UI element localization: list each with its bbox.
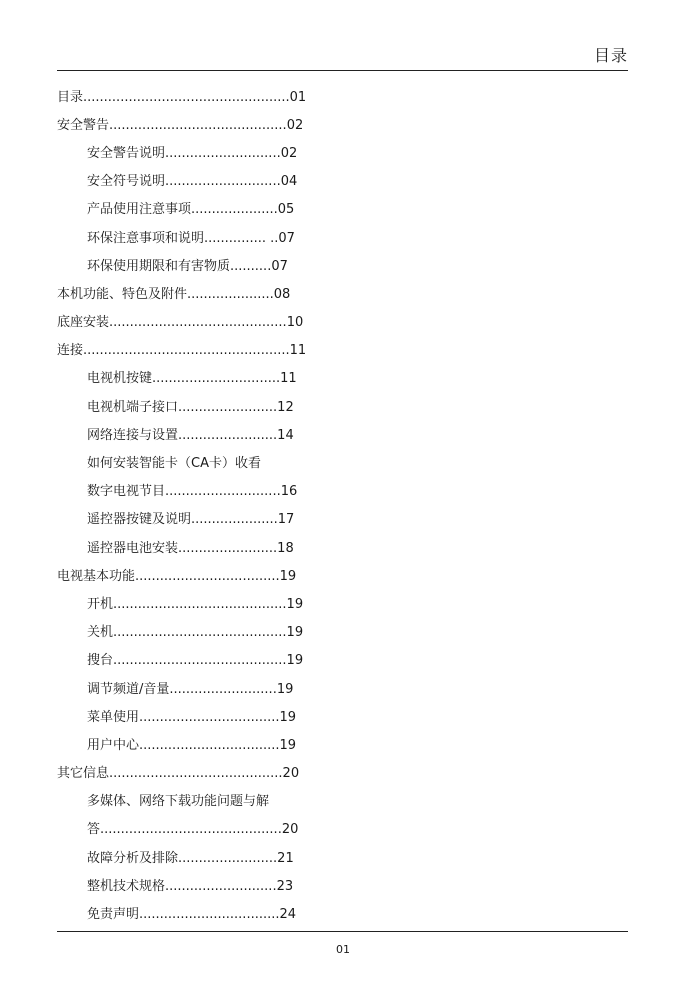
toc-entry-text: 开机..........................................19: [87, 596, 304, 612]
toc-entry-text: 关机..........................................19: [87, 625, 304, 641]
toc-entry[interactable]: [57, 391, 357, 419]
toc-entry-text: 安全警告说明............................02: [87, 145, 298, 161]
toc-entry-text: 其它信息..........................................20: [57, 766, 300, 782]
toc-entry-text: 电视机按键...............................11: [87, 371, 297, 387]
toc-entry-text: 调节频道/音量..........................19: [87, 681, 294, 697]
toc-entry-text: 本机功能、特色及附件.....................08: [57, 286, 291, 302]
toc-entry[interactable]: [57, 109, 357, 137]
toc-entry[interactable]: [57, 758, 357, 786]
toc-entry[interactable]: [57, 729, 357, 757]
toc-entry[interactable]: [57, 898, 357, 926]
toc-entry[interactable]: [57, 250, 357, 278]
toc-entry-text: 遥控器按键及说明.....................17: [87, 512, 295, 528]
toc-entry-text: 搜台..........................................19: [87, 653, 304, 669]
toc-entry-text: 电视基本功能...................................19: [57, 568, 297, 584]
toc-entry[interactable]: [57, 870, 357, 898]
toc-entry-text: 数字电视节目............................16: [87, 484, 298, 500]
toc-entry[interactable]: [57, 645, 357, 673]
toc-entry[interactable]: [57, 222, 357, 250]
toc-entry[interactable]: [57, 701, 357, 729]
toc-entry-text: 故障分析及排除........................21: [87, 850, 294, 866]
toc-entry[interactable]: [57, 842, 357, 870]
toc-entry[interactable]: [57, 137, 357, 165]
toc-entry-text: 菜单使用..................................19: [87, 709, 297, 725]
toc-entry-text: 答............................................20: [87, 822, 299, 838]
toc-entry[interactable]: [57, 81, 357, 109]
toc-entry[interactable]: [57, 307, 357, 335]
toc-entry-text: 底座安装...........................................10: [57, 315, 304, 331]
toc-entry[interactable]: [57, 419, 357, 447]
toc-entry-text: 电视机端子接口........................12: [87, 399, 294, 415]
toc-entry-text: 整机技术规格...........................23: [87, 878, 294, 894]
toc-entry[interactable]: [57, 532, 357, 560]
toc-entry-text: 遥控器电池安装........................18: [87, 540, 294, 556]
toc-entry[interactable]: [57, 673, 357, 701]
toc-entry[interactable]: [57, 588, 357, 616]
toc-entry-text: 安全符号说明............................04: [87, 174, 298, 190]
toc-entry[interactable]: [57, 786, 357, 814]
toc-entry[interactable]: [57, 363, 357, 391]
toc-entry[interactable]: [57, 617, 357, 645]
toc-entry-text: 用户中心..................................19: [87, 737, 297, 753]
page-number: 01: [336, 943, 350, 956]
toc-entry[interactable]: [57, 476, 357, 504]
toc-entry-text: 环保注意事项和说明............... ..07: [87, 230, 295, 246]
toc-entry[interactable]: [57, 814, 357, 842]
toc-entry[interactable]: [57, 194, 357, 222]
toc-entry-text: 环保使用期限和有害物质..........07: [87, 258, 288, 274]
footer-rule: [57, 931, 628, 932]
table-of-contents: [57, 81, 357, 927]
toc-entry-text: 网络连接与设置........................14: [87, 427, 294, 443]
toc-entry[interactable]: [57, 447, 357, 475]
page-header-title: 目录: [593, 46, 628, 65]
toc-entry-text: 安全警告...........................................02: [57, 117, 304, 133]
toc-entry-text: 多媒体、网络下载功能问题与解: [87, 794, 270, 810]
toc-entry[interactable]: [57, 504, 357, 532]
toc-entry-text: 如何安装智能卡（CA卡）收看: [87, 456, 261, 472]
toc-entry[interactable]: [57, 166, 357, 194]
toc-entry[interactable]: [57, 560, 357, 588]
toc-entry[interactable]: [57, 278, 357, 306]
header-rule: [57, 70, 628, 71]
toc-entry-text: 产品使用注意事项.....................05: [87, 202, 295, 218]
toc-entry-text: 免责声明..................................24: [87, 907, 297, 923]
toc-entry[interactable]: [57, 335, 357, 363]
toc-entry-text: 目录..................................................01: [57, 89, 307, 105]
toc-entry-text: 连接..................................................11: [57, 343, 307, 359]
